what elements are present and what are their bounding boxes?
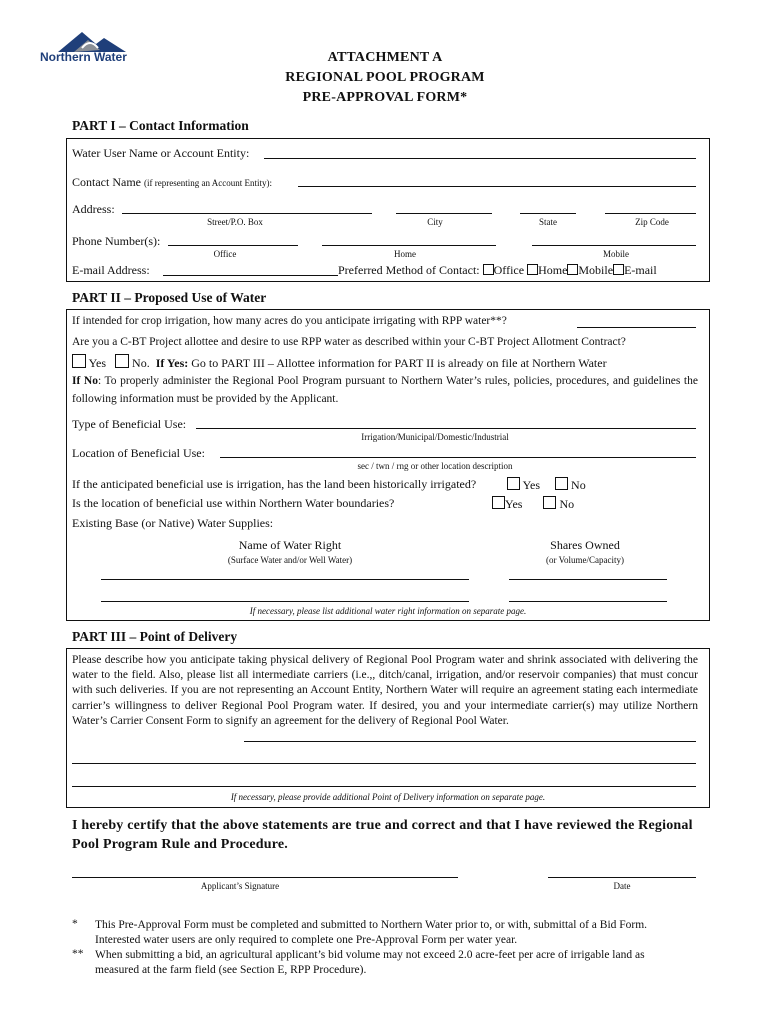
contact-name-label: Contact Name (72, 175, 141, 189)
if-no-label: If No (72, 375, 98, 387)
delivery-instructions: Please describe how you anticipate taking physical delivery of Regional Pool Program water and shrink associated with delivering the water to the field. Also, please list all intermediate carriers (i.e.,, ditch/canal, irrigation, and/or reservoir companies) that must concur with such deliveries. If you are not representing an Account Entity, Northern Water will require an agreement stating each intermediate carrier’s willingness to deliver Regional Pool Program water. If desired, you and your intermediate carrier(s) may utilize Northern Water’s Carrier Consent Form to signify an agreement for the delivery of Regional Pool Water. (72, 654, 698, 727)
location-use-field[interactable] (220, 457, 696, 458)
mobile-checkbox[interactable] (567, 264, 578, 275)
mobile-option: Mobile (578, 263, 614, 277)
water-right-header: Name of Water Right (238, 538, 342, 552)
boundary-yes-label: Yes (505, 497, 523, 511)
zip-field[interactable] (605, 213, 696, 214)
water-user-label: Water User Name or Account Entity: (72, 146, 250, 160)
email-option: E-mail (624, 263, 657, 277)
part2-heading: PART II – Proposed Use of Water (72, 290, 267, 305)
historic-yes-label: Yes (522, 478, 541, 492)
signature-caption: Applicant’s Signature (200, 881, 280, 891)
footnote-mark-1: * (72, 918, 78, 930)
signature-field[interactable] (72, 877, 458, 878)
type-use-label: Type of Beneficial Use: (72, 417, 187, 431)
boundary-no-checkbox[interactable] (543, 496, 556, 509)
shares-subheader: (or Volume/Capacity) (546, 555, 624, 565)
delivery-field-3[interactable] (72, 786, 696, 787)
boundary-yes-checkbox[interactable] (492, 496, 505, 509)
part1-heading: PART I – Contact Information (72, 118, 249, 133)
water-right-note: If necessary, please list additional water right information on separate page. (249, 606, 527, 616)
water-right-field-2[interactable] (101, 601, 469, 602)
mobile-caption: Mobile (603, 249, 629, 259)
cbt-yes-label: Yes (88, 356, 107, 370)
water-right-subheader: (Surface Water and/or Well Water) (227, 555, 353, 565)
delivery-field-2[interactable] (72, 763, 696, 764)
water-right-field-1[interactable] (101, 579, 469, 580)
city-caption: City (427, 217, 443, 227)
office-caption: Office (213, 249, 237, 259)
cbt-question: Are you a C-BT Project allottee and desire to use RPP water as described within your C-BT Project Allotment Contract? (72, 336, 626, 348)
zip-caption: Zip Code (635, 217, 669, 227)
email-label: E-mail Address: (72, 263, 150, 277)
preferred-label: Preferred Method of Contact: (338, 263, 480, 277)
state-field[interactable] (520, 213, 576, 214)
email-checkbox[interactable] (613, 264, 624, 275)
state-caption: State (539, 217, 557, 227)
street-caption: Street/P.O. Box (207, 217, 263, 227)
location-use-hint: sec / twn / rng or other location description (357, 461, 513, 471)
date-field[interactable] (548, 877, 696, 878)
part3-heading: PART III – Point of Delivery (72, 629, 238, 644)
if-yes-label: If Yes: (155, 356, 189, 370)
boundary-no-label: No (559, 497, 575, 511)
city-field[interactable] (396, 213, 492, 214)
phone-label: Phone Number(s): (72, 234, 161, 248)
boundary-question: Is the location of beneficial use within Northern Water boundaries? (72, 496, 395, 510)
shares-header: Shares Owned (550, 538, 620, 552)
email-field[interactable] (163, 275, 338, 276)
contact-name-note: (if representing an Account Entity): (143, 178, 272, 188)
mobile-phone-field[interactable] (532, 245, 696, 246)
delivery-note: If necessary, please provide additional Point of Delivery information on separate page. (230, 792, 546, 802)
home-caption: Home (394, 249, 416, 259)
historic-no-checkbox[interactable] (555, 477, 568, 490)
type-use-field[interactable] (196, 428, 696, 429)
contact-name-field[interactable] (298, 186, 696, 187)
home-option: Home (538, 263, 568, 277)
office-option: Office (493, 263, 525, 277)
historic-question: If the anticipated beneficial use is irrigation, has the land been historically irrigated? (72, 477, 477, 491)
title-attachment: ATTACHMENT A (327, 50, 443, 65)
location-use-label: Location of Beneficial Use: (72, 446, 205, 460)
existing-supplies-label: Existing Base (or Native) Water Supplies: (72, 516, 274, 530)
office-checkbox[interactable] (483, 264, 494, 275)
certification-statement: I hereby certify that the above statements are true and correct and that I have reviewed the Regional Pool Program Rule and Procedure. (72, 818, 693, 852)
acres-field[interactable] (577, 327, 696, 328)
historic-yes-checkbox[interactable] (507, 477, 520, 490)
street-field[interactable] (122, 213, 372, 214)
cbt-yes-checkbox[interactable] (72, 354, 86, 368)
footnote-mark-2: ** (72, 948, 84, 960)
acres-question: If intended for crop irrigation, how many acres do you anticipate irrigating with RPP water**? (72, 315, 507, 327)
type-use-hint: Irrigation/Municipal/Domestic/Industrial (361, 432, 509, 442)
logo-text: Northern Water (40, 50, 127, 64)
footnote-text-1: This Pre-Approval Form must be completed and submitted to Northern Water prior to, or with, submittal of a Bid Form. Interested water users are only required to complete one Pre-Approval Form per water year. (95, 919, 648, 946)
office-phone-field[interactable] (168, 245, 298, 246)
address-label: Address: (72, 202, 115, 216)
title-program: REGIONAL POOL PROGRAM (285, 70, 485, 85)
shares-field-1[interactable] (509, 579, 667, 580)
delivery-field-1[interactable] (244, 741, 696, 742)
footnote-text-2: When submitting a bid, an agricultural applicant’s bid volume may not exceed 2.0 acre-feet per acre of irrigable land as measured at the farm field (see Section E, RPP Procedure). (95, 949, 645, 976)
if-no-text: : To properly administer the Regional Pool Program pursuant to Northern Water’s rules, policies, procedures, and guidelines the following information must be provided by the Applicant. (72, 375, 698, 405)
home-checkbox[interactable] (527, 264, 538, 275)
date-caption: Date (613, 881, 631, 891)
shares-field-2[interactable] (509, 601, 667, 602)
water-user-field[interactable] (264, 158, 696, 159)
cbt-no-label: No. (132, 356, 150, 370)
cbt-no-checkbox[interactable] (115, 354, 129, 368)
historic-no-label: No (571, 478, 586, 492)
title-form: PRE-APPROVAL FORM* (302, 90, 468, 105)
home-phone-field[interactable] (322, 245, 496, 246)
if-yes-text: Go to PART III – Allottee information for PART II is already on file at Northern Water (191, 356, 607, 370)
